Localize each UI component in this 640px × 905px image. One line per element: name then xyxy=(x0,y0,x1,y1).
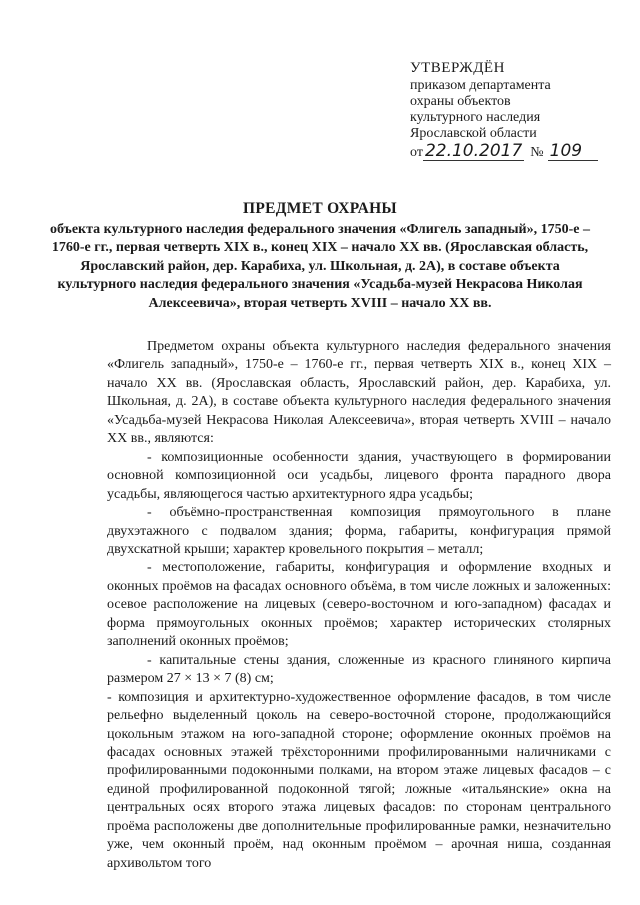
date-prefix: от xyxy=(410,145,423,160)
intro-paragraph: Предметом охраны объекта культурного наследия федерального значения «Флигель западный», 1750-е – 1760-е гг., первая четверть XIX в., конец XIX – начало XX вв. (Ярославская область, Ярославский район, дер. Карабиха, ул. Школьная, д. 2А), в составе объекта культурного наследия федерального значения «Усадьба-музей Некрасова Николая Алексеевича», вторая четверть XVIII – начало XX вв., являются: xyxy=(107,339,611,447)
approval-heading: УТВЕРЖДЁН xyxy=(410,60,505,76)
list-item: - капитальные стены здания, сложенные из красного глиняного кирпича размером 27 × 13 × 7 (8) см; xyxy=(107,652,611,687)
title-subtitle: объекта культурного наследия федерального значения «Флигель западный», 1750-е – 1760-е гг., первая четверть XIX в., конец XIX – начало XX вв. (Ярославская область, Ярославский район, дер. Карабиха, ул. Школьная, д. 2А), в составе объекта культурного наследия федерального значения «Усадьба-музей Некрасова Николая Алексеевича», вторая четверть XVIII – начало XX вв. xyxy=(50,221,590,311)
approval-line-2: охраны объектов xyxy=(410,94,511,109)
title-main: ПРЕДМЕТ ОХРАНЫ xyxy=(243,200,397,217)
handwritten-number: 109 xyxy=(548,142,598,161)
approval-date-row xyxy=(410,142,620,161)
number-prefix: № xyxy=(530,145,544,160)
approval-line-3: культурного наследия xyxy=(410,110,541,125)
handwritten-date: 22.10.2017 xyxy=(424,141,523,161)
document-title xyxy=(40,200,600,313)
list-item: - композиционные особенности здания, участвующего в формировании основной композиционной оси усадьбы, лицевого фронта парадного двора усадьбы, являющегося частью архитектурного ядра усадьбы; xyxy=(107,449,611,502)
approval-stamp xyxy=(410,60,620,161)
document-body xyxy=(107,338,611,873)
list-item: - композиция и архитектурно-художественное оформление фасадов, в том числе рельефно выделенный цоколь на северо-восточной стороне, продолжающийся цокольным этажом на юго-западной стороне; оформление оконных проёмов на фасадах основных этажей трёхсторонними профилированными наличниками с профилированными подоконными полками, на втором этаже лицевых фасадов – с единой профилированной подоконной тягой; ложные «итальянские» окна на центральных осях второго этажа лицевых фасадов: по сторонам центрального проёма расположены две дополнительные профилированные рамки, незначительно уже, чем оконный проём, над оконным проёмом – арочная ниша, созданная архивольтом того xyxy=(107,689,611,871)
approval-line-4: Ярославской области xyxy=(410,126,537,141)
list-item: - местоположение, габариты, конфигурация и оформление входных и оконных проёмов на фасадах основного объёма, в том числе ложных и заложенных: осевое расположение на лицевых (северо-восточном и юго-западном) фасадах и форма прямоугольных оконных проёмов; характер исторических столярных заполнений оконных проёмов; xyxy=(107,560,611,650)
list-item: - объёмно-пространственная композиция прямоугольного в плане двухэтажного с подвалом здания; форма, габариты, конфигурация прямой двухскатной крыши; характер кровельного покрытия – металл; xyxy=(107,505,611,557)
approval-line-1: приказом департамента xyxy=(410,78,551,93)
